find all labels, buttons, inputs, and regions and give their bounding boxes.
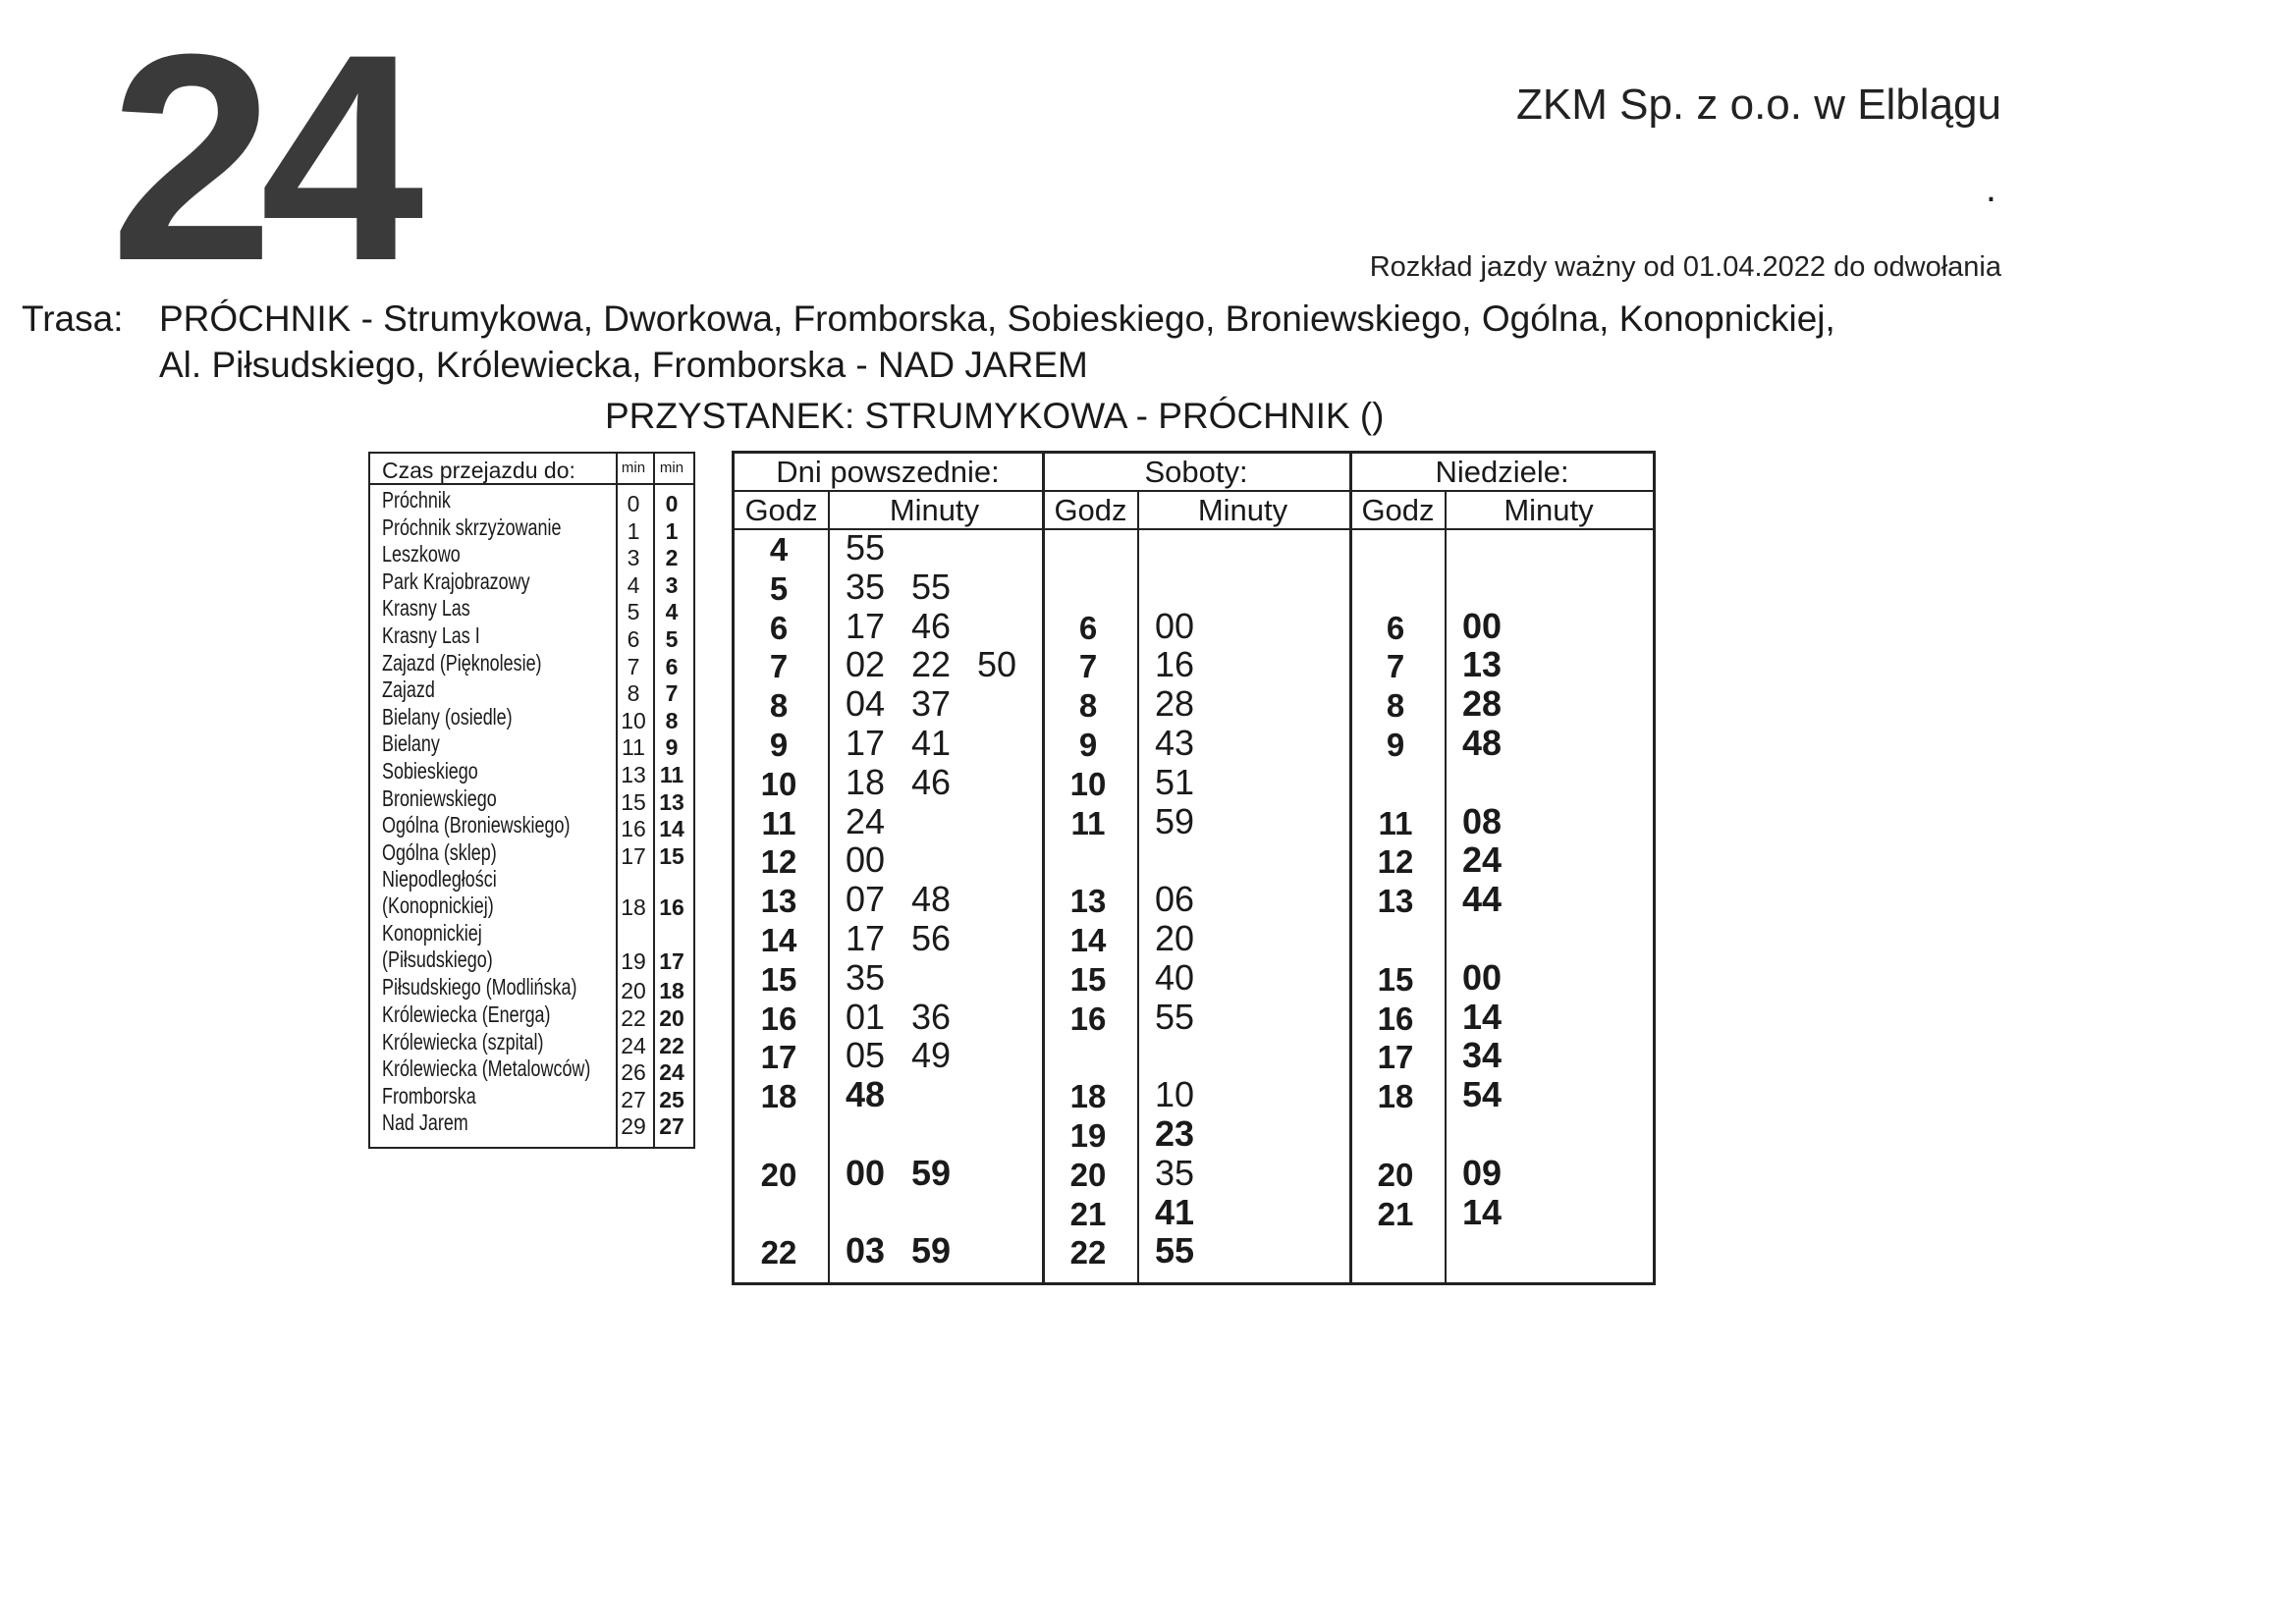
departure-minutes <box>1155 996 1221 1037</box>
departure-minute: 00 <box>1155 605 1195 646</box>
travel-minutes-1: 19 <box>621 948 646 975</box>
departure-minutes <box>1462 1037 1528 1074</box>
day-type-title: Niedziele: <box>1435 455 1569 489</box>
stop-name: Park Krajobrazowy <box>382 568 530 594</box>
travel-minutes-1: 4 <box>627 571 640 598</box>
departure-minute: 43 <box>1155 723 1195 763</box>
travel-minutes-2: 3 <box>665 571 679 598</box>
departure-minutes <box>846 646 1043 683</box>
travel-minutes-2: 17 <box>659 948 684 975</box>
departure-hour: 18 <box>1377 1078 1414 1115</box>
travel-minutes-2: 27 <box>659 1113 684 1140</box>
departure-hour: 20 <box>1069 1156 1107 1193</box>
departure-minutes <box>1462 996 1528 1037</box>
travel-time-row <box>370 649 693 679</box>
travel-time-row <box>370 1003 693 1031</box>
departure-minute: 22 <box>911 644 952 685</box>
departure-minute: 41 <box>911 723 952 763</box>
departure-minute: 37 <box>911 683 952 725</box>
departure-minutes <box>1155 761 1221 802</box>
departure-hour: 22 <box>1069 1234 1107 1271</box>
stop-name: Próchnik <box>382 487 451 513</box>
travel-minutes-2: 11 <box>659 762 684 787</box>
departure-minute: 16 <box>1155 644 1195 685</box>
stop-name: Nad Jarem <box>382 1109 468 1136</box>
departure-minute: 59 <box>911 1230 952 1271</box>
travel-time-row <box>370 489 693 516</box>
travel-time-row <box>370 1057 693 1085</box>
departure-hour: 14 <box>1069 922 1107 958</box>
departure-hour: 15 <box>1069 960 1107 998</box>
departure-minutes <box>1462 881 1528 918</box>
travel-minutes-1: 5 <box>627 599 640 625</box>
departure-minute: 40 <box>1155 956 1195 998</box>
travel-minutes-2: 8 <box>665 707 679 733</box>
travel-time-row <box>370 922 693 976</box>
departure-minute: 55 <box>1155 1230 1195 1271</box>
header-dot: . <box>1985 167 1996 210</box>
departure-minute: 55 <box>911 566 952 607</box>
travel-time-row <box>370 841 693 869</box>
departure-minutes <box>1155 1115 1221 1153</box>
departure-minutes <box>846 529 911 567</box>
departure-minutes <box>846 881 977 918</box>
stop-name: Fromborska <box>382 1082 476 1109</box>
departure-minutes <box>846 956 911 998</box>
travel-minutes-1: 15 <box>621 788 646 815</box>
route-line-1: PRÓCHNIK - Strumykowa, Dworkowa, Fromborska, Sobieskiego, Broniewskiego, Ogólna, Konopnickiej, <box>159 298 1835 339</box>
departure-minute: 35 <box>846 956 886 998</box>
travel-minutes-2: 18 <box>659 978 684 1004</box>
departure-hour: 16 <box>1377 1000 1414 1037</box>
travel-minutes-2: 16 <box>659 894 684 921</box>
departure-hour: 21 <box>1377 1195 1414 1232</box>
travel-minutes-2: 22 <box>659 1032 684 1058</box>
departure-minute: 49 <box>911 1035 952 1076</box>
stop-name: Piłsudskiego (Modlińska) <box>382 974 577 1001</box>
stop-name-line2: (Konopnickiej) <box>382 893 494 919</box>
departure-minute: 02 <box>846 644 886 685</box>
departure-minute: 46 <box>911 605 952 646</box>
travel-time-row <box>370 868 693 922</box>
departure-minute: 20 <box>1155 918 1195 958</box>
stop-name-line2: (Piłsudskiego) <box>382 947 493 973</box>
departure-hour: 13 <box>760 883 797 920</box>
departure-hour: 11 <box>1378 804 1413 841</box>
departure-minutes <box>846 1076 911 1113</box>
travel-minutes-1: 1 <box>627 517 640 544</box>
departure-hour: 17 <box>760 1039 797 1076</box>
travel-time-table <box>368 452 695 1149</box>
departure-minute: 55 <box>846 527 886 568</box>
stop-name: Zajazd (Pięknolesie) <box>382 649 542 676</box>
departure-hour: 7 <box>1078 648 1098 685</box>
min-header-1: min <box>621 460 646 476</box>
departure-minute: 54 <box>1462 1074 1503 1115</box>
travel-minutes-2: 15 <box>659 842 684 869</box>
hour-divider <box>1445 491 1447 1282</box>
travel-minutes-2: 6 <box>665 653 679 679</box>
departure-minute: 14 <box>1462 996 1503 1037</box>
hour-column-header: Godz <box>1054 493 1127 527</box>
departure-hour: 6 <box>769 609 789 646</box>
departure-minute: 48 <box>1462 723 1503 763</box>
departure-minute: 50 <box>977 644 1017 685</box>
departure-minute: 41 <box>1155 1191 1195 1232</box>
departure-hour: 7 <box>1386 648 1405 685</box>
travel-time-header <box>370 454 693 485</box>
travel-time-header-label: Czas przejazdu do: <box>382 458 575 483</box>
departure-minutes <box>846 1232 977 1270</box>
departure-hour: 18 <box>760 1078 797 1115</box>
departure-minutes <box>1462 1191 1528 1232</box>
departure-minutes <box>846 685 977 723</box>
departure-hour: 6 <box>1078 609 1098 646</box>
departure-minutes <box>1155 646 1221 683</box>
travel-minutes-1: 26 <box>621 1059 646 1086</box>
departure-minute: 59 <box>1155 800 1195 841</box>
stop-name: Królewiecka (szpital) <box>382 1028 544 1055</box>
departure-minutes <box>1462 605 1528 646</box>
departure-minute: 24 <box>846 800 886 841</box>
departure-minute: 17 <box>846 605 886 646</box>
stop-name: Niepodległości <box>382 866 497 893</box>
travel-minutes-1: 11 <box>622 734 645 761</box>
validity-note: Rozkład jazdy ważny od 01.04.2022 do odwołania <box>1369 251 2001 283</box>
travel-minutes-2: 20 <box>659 1005 684 1031</box>
day-type-title: Dni powszednie: <box>776 455 1000 489</box>
departure-hour: 16 <box>1069 1000 1107 1037</box>
travel-minutes-2: 5 <box>665 626 679 652</box>
departure-hour: 8 <box>1386 687 1405 725</box>
travel-minutes-1: 13 <box>621 762 646 787</box>
departure-minutes <box>1462 841 1528 879</box>
travel-time-row <box>370 760 693 787</box>
departure-hour: 15 <box>1377 960 1414 998</box>
departure-minute: 13 <box>1462 644 1503 685</box>
departure-minute: 00 <box>846 1152 886 1193</box>
travel-minutes-2: 0 <box>665 491 679 516</box>
departure-minute: 01 <box>846 996 886 1037</box>
timetable <box>732 451 1656 1285</box>
departure-hour: 6 <box>1386 609 1405 646</box>
travel-time-row <box>370 1111 693 1139</box>
travel-minutes-1: 22 <box>621 1005 646 1031</box>
departure-minutes <box>1155 920 1221 957</box>
travel-time-row <box>370 543 693 570</box>
departure-minutes <box>1462 646 1528 683</box>
travel-minutes-2: 4 <box>665 599 679 625</box>
departure-minutes <box>1155 881 1221 918</box>
travel-time-row <box>370 570 693 598</box>
departure-minutes <box>846 761 977 802</box>
departure-hour: 20 <box>1377 1156 1414 1193</box>
departure-minute: 18 <box>846 761 886 802</box>
stop-name: Bielany (osiedle) <box>382 703 513 730</box>
departure-minute: 24 <box>1462 839 1503 881</box>
stop-name: Próchnik skrzyżowanie <box>382 514 562 540</box>
travel-minutes-2: 7 <box>665 680 679 707</box>
stop-name: Zajazd <box>382 676 435 703</box>
departure-hour: 9 <box>1078 727 1098 763</box>
departure-minute: 00 <box>1462 956 1503 998</box>
departure-hour: 14 <box>760 922 797 958</box>
travel-minutes-2: 1 <box>665 517 679 544</box>
departure-minute: 07 <box>846 879 886 920</box>
departure-minutes <box>1155 725 1221 762</box>
departure-hour: 5 <box>769 569 789 607</box>
travel-minutes-1: 27 <box>621 1086 646 1112</box>
travel-minutes-1: 24 <box>621 1032 646 1058</box>
departure-hour: 11 <box>761 804 796 841</box>
stop-name: Krasny Las <box>382 595 470 622</box>
departure-hour: 10 <box>760 765 797 802</box>
departure-minutes <box>846 1152 977 1193</box>
departure-minutes <box>1155 956 1221 998</box>
stop-title: PRZYSTANEK: STRUMYKOWA - PRÓCHNIK () <box>605 396 1385 436</box>
departure-minute: 09 <box>1462 1152 1503 1193</box>
travel-minutes-1: 17 <box>621 842 646 869</box>
departure-minutes <box>1155 605 1221 646</box>
travel-time-row <box>370 732 693 760</box>
line-number: 24 <box>110 0 410 322</box>
departure-minute: 51 <box>1155 761 1195 802</box>
travel-time-row <box>370 1082 693 1112</box>
departure-minute: 48 <box>911 879 952 920</box>
travel-minutes-1: 10 <box>621 707 646 733</box>
departure-minutes <box>846 725 977 762</box>
departure-hour: 10 <box>1069 765 1107 802</box>
departure-minutes <box>1155 1191 1221 1232</box>
departure-hour: 7 <box>769 648 789 685</box>
stop-name: Konopnickiej <box>382 920 482 947</box>
departure-minutes <box>1462 1152 1528 1193</box>
departure-minute: 00 <box>846 839 886 881</box>
departure-hour: 11 <box>1070 804 1106 841</box>
travel-time-row <box>370 976 693 1003</box>
departure-minutes <box>1462 685 1528 723</box>
travel-time-row <box>370 597 693 624</box>
departure-minutes <box>846 841 911 879</box>
departure-minute: 35 <box>1155 1152 1195 1193</box>
day-type-title: Soboty: <box>1144 455 1248 489</box>
departure-hour: 22 <box>760 1234 797 1271</box>
departure-hour: 8 <box>769 687 789 725</box>
hour-divider <box>828 491 830 1282</box>
departure-hour: 17 <box>1377 1039 1414 1076</box>
travel-minutes-1: 7 <box>627 653 640 679</box>
travel-time-row <box>370 624 693 652</box>
departure-minute: 10 <box>1155 1074 1195 1115</box>
departure-minute: 03 <box>846 1230 886 1271</box>
departure-minute: 44 <box>1462 879 1503 920</box>
departure-minutes <box>1462 800 1528 841</box>
travel-minutes-1: 0 <box>627 491 640 516</box>
departure-minutes <box>1462 725 1528 762</box>
travel-minutes-1: 8 <box>627 680 640 707</box>
stop-name: Ogólna (sklep) <box>382 839 497 865</box>
departure-minute: 06 <box>1155 879 1195 920</box>
departure-minutes <box>846 920 977 957</box>
departure-minute: 00 <box>1462 605 1503 646</box>
departure-hour: 4 <box>769 531 789 568</box>
travel-time-row <box>370 1028 693 1058</box>
departure-hour: 18 <box>1069 1078 1107 1115</box>
departure-minute: 08 <box>1462 800 1503 841</box>
route-label: Trasa: <box>22 298 124 339</box>
departure-minute: 35 <box>846 566 886 607</box>
departure-minute: 23 <box>1155 1113 1195 1154</box>
travel-minutes-1: 3 <box>627 545 640 571</box>
departure-hour: 19 <box>1069 1117 1107 1154</box>
departure-hour: 20 <box>760 1156 797 1193</box>
hour-column-header: Godz <box>744 493 818 527</box>
stop-name: Sobieskiego <box>382 758 478 784</box>
departure-hour: 12 <box>760 843 797 881</box>
departure-minute: 46 <box>911 761 952 802</box>
departure-minute: 59 <box>911 1152 952 1193</box>
travel-minutes-2: 2 <box>665 545 679 571</box>
travel-minutes-1: 16 <box>621 816 646 842</box>
stop-name: Krasny Las I <box>382 622 480 648</box>
min-header-2: min <box>659 460 684 476</box>
departure-minute: 17 <box>846 918 886 958</box>
departure-minute: 56 <box>911 918 952 958</box>
departure-minutes <box>1155 1232 1221 1270</box>
minutes-column-header: Minuty <box>1503 493 1594 527</box>
departure-minute: 55 <box>1155 996 1195 1037</box>
departure-hour: 13 <box>1377 883 1414 920</box>
departure-hour: 21 <box>1069 1195 1107 1232</box>
company-name: ZKM Sp. z o.o. w Elblągu <box>1516 81 2001 129</box>
hour-divider <box>1137 491 1139 1282</box>
departure-minutes <box>1155 800 1221 841</box>
departure-hour: 16 <box>760 1000 797 1037</box>
departure-minute: 28 <box>1155 683 1195 725</box>
minutes-column-header: Minuty <box>889 493 980 527</box>
travel-time-row <box>370 703 693 733</box>
departure-minute: 14 <box>1462 1191 1503 1232</box>
departure-minute: 17 <box>846 723 886 763</box>
departure-minutes <box>1462 1076 1528 1113</box>
departure-minute: 34 <box>1462 1035 1503 1076</box>
departure-minutes <box>1155 1076 1221 1113</box>
travel-minutes-1: 29 <box>621 1113 646 1140</box>
departure-minutes <box>1155 685 1221 723</box>
travel-minutes-1: 20 <box>621 978 646 1004</box>
travel-minutes-1: 18 <box>621 894 646 921</box>
minutes-column-header: Minuty <box>1197 493 1288 527</box>
stop-name: Bielany <box>382 730 440 757</box>
hour-column-header: Godz <box>1361 493 1435 527</box>
departure-hour: 12 <box>1377 843 1414 881</box>
route-line-2: Al. Piłsudskiego, Królewiecka, Fromborska - NAD JAREM <box>159 345 1088 385</box>
departure-minute: 05 <box>846 1035 886 1076</box>
departure-minutes <box>1462 956 1528 998</box>
departure-hour: 8 <box>1078 687 1098 725</box>
stop-name: Królewiecka (Metalowców) <box>382 1055 591 1082</box>
departure-minute: 28 <box>1462 683 1503 725</box>
travel-minutes-2: 13 <box>659 788 684 815</box>
departure-minutes <box>846 800 911 841</box>
departure-minutes <box>846 605 977 646</box>
stop-name: Leszkowo <box>382 541 461 568</box>
travel-time-row <box>370 814 693 841</box>
travel-minutes-2: 24 <box>659 1059 684 1086</box>
departure-minutes <box>846 1037 977 1074</box>
departure-hour: 9 <box>1386 727 1405 763</box>
travel-time-row <box>370 516 693 544</box>
departure-minutes <box>1155 1152 1221 1193</box>
stop-name: Broniewskiego <box>382 784 497 811</box>
departure-hour: 15 <box>760 960 797 998</box>
travel-minutes-1: 6 <box>627 626 640 652</box>
departure-minute: 04 <box>846 683 886 725</box>
travel-minutes-2: 9 <box>665 734 679 761</box>
travel-minutes-2: 14 <box>659 816 684 842</box>
travel-time-row <box>370 678 693 706</box>
stop-name: Królewiecka (Energa) <box>382 1001 551 1027</box>
departure-minute: 48 <box>846 1074 886 1115</box>
stop-name: Ogólna (Broniewskiego) <box>382 812 571 839</box>
departure-hour: 9 <box>769 727 789 763</box>
departure-minutes <box>846 568 977 606</box>
travel-time-row <box>370 784 693 815</box>
departure-minutes <box>846 996 977 1037</box>
travel-minutes-2: 25 <box>659 1086 684 1112</box>
departure-hour: 13 <box>1069 883 1107 920</box>
departure-minute: 36 <box>911 996 952 1037</box>
